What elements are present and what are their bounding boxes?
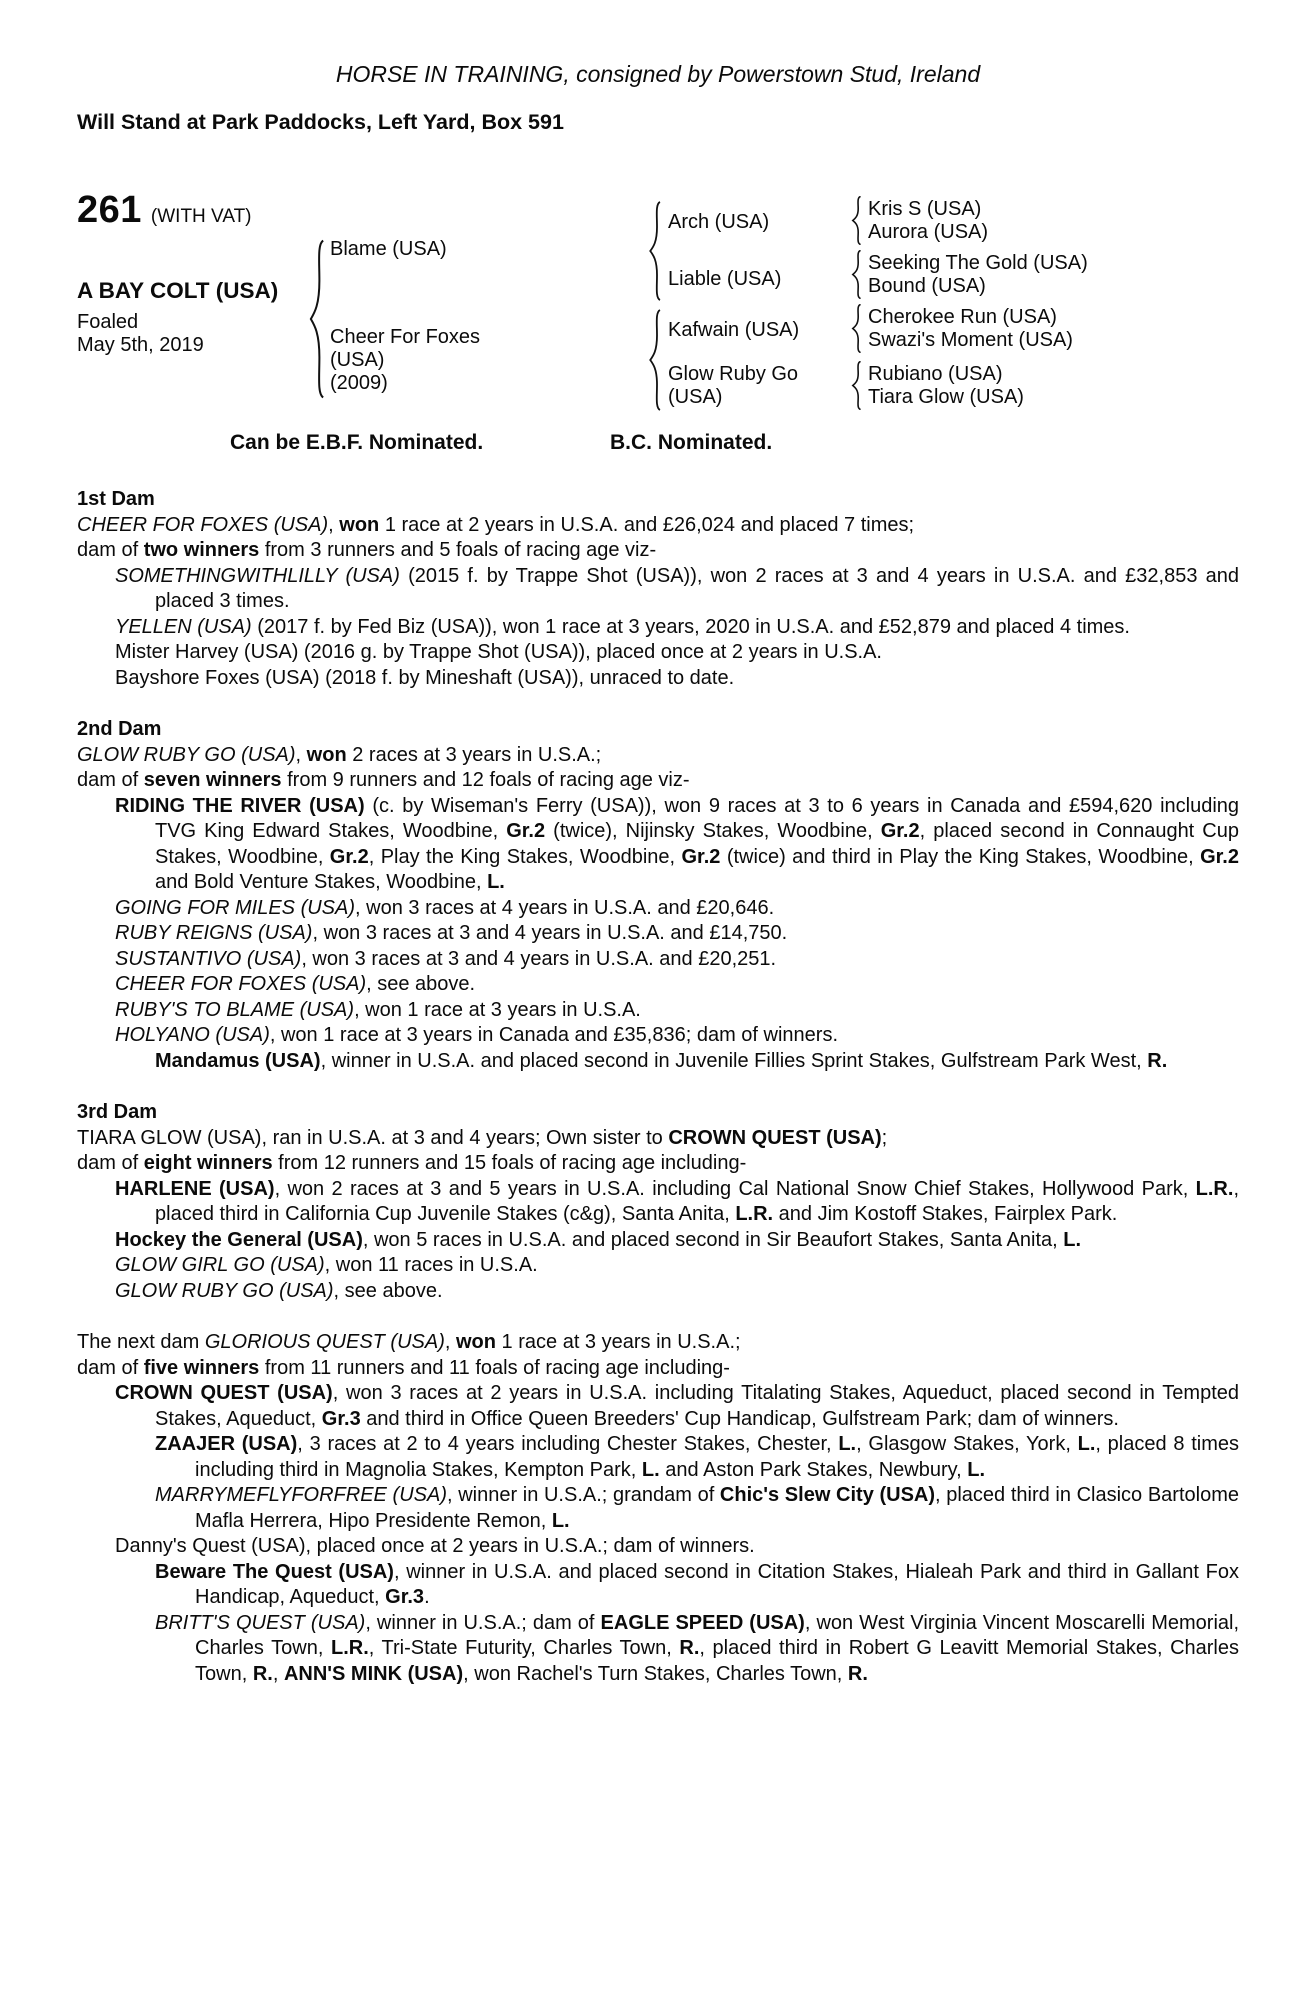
- text-run: won: [306, 743, 347, 766]
- catalogue-paragraph: [77, 1483, 1239, 1534]
- ebf-nomination-note: Can be E.B.F. Nominated.: [230, 431, 484, 454]
- text-run: , see above.: [333, 1279, 443, 1302]
- text-run: L.: [551, 1509, 570, 1532]
- text-run: Bayshore Foxes (USA) (2018 f. by Mineshaft (USA)), unraced to date.: [115, 666, 735, 689]
- stand-location-line: Will Stand at Park Paddocks, Left Yard, Box 591: [77, 110, 564, 134]
- dam-section: [77, 717, 1239, 1074]
- catalogue-paragraph: [77, 1279, 1239, 1305]
- horse-name: A BAY COLT (USA): [77, 278, 279, 303]
- text-run: , Play the King Stakes, Woodbine,: [368, 845, 682, 868]
- dam-name: [330, 326, 480, 395]
- dam-section: [77, 1100, 1239, 1304]
- text-run: L.R.: [330, 1637, 369, 1659]
- pedigree-brace: [851, 196, 863, 245]
- pedigree-brace: [851, 361, 863, 410]
- catalogue-paragraph: [77, 1151, 1239, 1177]
- pedigree-block: [77, 189, 1239, 465]
- sire-sire-name: Arch (USA): [668, 211, 770, 233]
- section-heading: 2nd Dam: [77, 718, 162, 740]
- dam-dam-name: [668, 363, 798, 409]
- text-run: Beware The Quest (USA): [155, 1560, 394, 1583]
- text-run: Hockey the General (USA): [115, 1228, 363, 1251]
- text-run: from 11 runners and 11 foals of racing age including-: [259, 1356, 730, 1379]
- text-run: , Glasgow Stakes, York,: [856, 1433, 1078, 1455]
- great-grandparents-pair: [868, 306, 1073, 352]
- text-run: L.: [967, 1458, 986, 1481]
- foaled-date: May 5th, 2019: [77, 334, 204, 356]
- pedigree-brace: [851, 304, 863, 353]
- sire-dam-dam-name: Bound (USA): [868, 275, 986, 297]
- text-run: L.: [1077, 1433, 1096, 1455]
- catalogue-paragraph: [77, 921, 1239, 947]
- text-run: , won 3 races at 2 years in U.S.A. including Titalating Stakes, Aqueduct, placed second in Tempted Stakes, Aqueduct,: [155, 1382, 1239, 1430]
- text-run: HARLENE (USA): [115, 1177, 275, 1200]
- dam-dam-name-line: Glow Ruby Go: [668, 363, 799, 385]
- catalogue-paragraph: [77, 1432, 1239, 1483]
- text-run: L.: [1063, 1228, 1082, 1251]
- catalogue-paragraph: [77, 1049, 1239, 1075]
- text-run: CROWN QUEST (USA): [115, 1382, 333, 1404]
- catalogue-paragraph: [77, 666, 1239, 692]
- text-run: , won 3 races at 4 years in U.S.A. and £20,646.: [355, 896, 775, 919]
- pedigree-brace: [851, 250, 863, 299]
- text-run: from 3 runners and 5 foals of racing age viz-: [259, 539, 657, 561]
- text-run: two winners: [143, 539, 260, 561]
- text-run: CROWN QUEST (USA): [668, 1126, 882, 1149]
- text-run: and Bold Venture Stakes, Woodbine,: [155, 871, 488, 893]
- sire-sire-sire-name: Kris S (USA): [868, 198, 982, 220]
- text-run: dam of: [77, 1356, 144, 1379]
- text-run: Mister Harvey (USA) (2016 g. by Trappe Shot (USA)), placed once at 2 years in U.S.A.: [115, 641, 882, 663]
- text-run: ;: [881, 1126, 888, 1149]
- text-run: R.: [679, 1637, 700, 1659]
- catalogue-paragraph: [77, 513, 1239, 539]
- dam-sections: [77, 487, 1239, 1687]
- great-grandparents-pair: [868, 363, 1024, 409]
- catalogue-paragraph: [77, 972, 1239, 998]
- text-run: won: [456, 1331, 496, 1353]
- foaled-label: Foaled: [77, 311, 139, 333]
- section-heading: 1st Dam: [77, 488, 155, 510]
- text-run: 1 race at 3 years in U.S.A.;: [496, 1331, 741, 1353]
- text-run: , placed third in Robert G Leavitt Memorial Stakes, Charles Town,: [195, 1637, 1240, 1685]
- text-run: The next dam: [77, 1331, 205, 1353]
- text-run: GLOW GIRL GO (USA): [115, 1254, 325, 1276]
- catalogue-paragraph: [77, 1356, 1239, 1382]
- text-run: and Aston Park Stakes, Newbury,: [659, 1458, 968, 1481]
- text-run: TIARA GLOW (USA), ran in U.S.A. at 3 and 4 years; Own sister to: [77, 1126, 669, 1149]
- text-run: , placed 8 times including third in Magnolia Stakes, Kempton Park,: [195, 1433, 1239, 1481]
- text-run: ANN'S MINK (USA): [283, 1662, 464, 1685]
- text-run: , see above.: [366, 973, 476, 995]
- text-run: , won 5 races in U.S.A. and placed second in Sir Beaufort Stakes, Santa Anita,: [362, 1228, 1064, 1251]
- text-run: L.: [838, 1433, 857, 1455]
- text-run: 1 race at 2 years in U.S.A. and £26,024 and placed 7 times;: [379, 513, 915, 536]
- catalogue-paragraph: [77, 1023, 1239, 1049]
- pedigree-brace: [648, 309, 663, 411]
- text-run: ,: [272, 1662, 284, 1685]
- text-run: Mandamus (USA): [155, 1049, 321, 1072]
- text-run: Gr.2: [681, 845, 721, 868]
- catalogue-paragraph: [77, 998, 1239, 1024]
- dam-section: [77, 487, 1239, 691]
- text-run: Gr.2: [880, 820, 920, 842]
- text-run: five winners: [143, 1356, 260, 1379]
- dam-sire-dam-name: Swazi's Moment (USA): [868, 329, 1073, 351]
- text-run: L.: [487, 871, 505, 893]
- text-run: R.: [1147, 1049, 1168, 1072]
- dam-section: [77, 1330, 1239, 1687]
- text-run: ,: [444, 1331, 456, 1353]
- text-run: dam of: [77, 769, 144, 791]
- text-run: , won 1 race at 3 years in Canada and £35,836; dam of winners.: [269, 1024, 838, 1046]
- text-run: .: [424, 1586, 430, 1608]
- text-run: , 3 races at 2 to 4 years including Chester Stakes, Chester,: [297, 1433, 839, 1455]
- catalogue-paragraph: [77, 1228, 1239, 1254]
- text-run: , won 2 races at 3 and 5 years in U.S.A. including Cal National Snow Chief Stakes, Hollywood Park,: [274, 1177, 1196, 1200]
- text-run: , placed second in Connaught Cup Stakes, Woodbine,: [155, 820, 1239, 868]
- catalogue-paragraph: [77, 1253, 1239, 1279]
- text-run: dam of: [77, 1152, 144, 1174]
- text-run: MARRYMEFLYFORFREE (USA): [155, 1484, 447, 1506]
- text-run: L.: [641, 1458, 660, 1481]
- text-run: , winner in U.S.A.; grandam of: [446, 1484, 720, 1506]
- text-run: , winner in U.S.A.; dam of: [365, 1611, 601, 1634]
- catalogue-paragraph: [77, 896, 1239, 922]
- great-grandparents-pair: [868, 198, 988, 244]
- text-run: Chic's Slew City (USA): [719, 1484, 936, 1506]
- text-run: , won 11 races in U.S.A.: [324, 1254, 538, 1276]
- lot-number: 261: [77, 189, 142, 231]
- text-run: (twice), Nijinsky Stakes, Woodbine,: [545, 820, 881, 842]
- text-run: , won 3 races at 3 and 4 years in U.S.A. and £20,251.: [301, 947, 777, 970]
- text-run: , won West Virginia Vincent Moscarelli Memorial, Charles Town,: [195, 1611, 1240, 1659]
- text-run: eight winners: [143, 1152, 273, 1174]
- lot-vat-note: (WITH VAT): [150, 206, 252, 227]
- text-run: ,: [295, 743, 307, 766]
- text-run: seven winners: [143, 769, 282, 791]
- pedigree-brace: [648, 201, 663, 301]
- bc-nomination-note: B.C. Nominated.: [610, 431, 773, 454]
- catalogue-paragraph: [77, 1126, 1239, 1152]
- text-run: , placed third in Clasico Bartolome Mafla Herrera, Hipo Presidente Remon,: [195, 1484, 1239, 1532]
- text-run: EAGLE SPEED (USA): [600, 1611, 805, 1634]
- text-run: Gr.3: [321, 1407, 361, 1430]
- text-run: YELLEN (USA): [115, 615, 252, 638]
- text-run: Gr.2: [506, 820, 546, 842]
- catalogue-paragraph: [77, 743, 1239, 769]
- text-run: Gr.2: [1200, 845, 1239, 868]
- catalogue-paragraph: [77, 1330, 1239, 1356]
- text-run: and Jim Kostoff Stakes, Fairplex Park.: [773, 1203, 1118, 1225]
- dam-sire-name: Kafwain (USA): [668, 319, 800, 341]
- dam-dam-name-line: (USA): [668, 386, 723, 408]
- text-run: SUSTANTIVO (USA): [115, 947, 302, 970]
- catalogue-paragraph: [77, 640, 1239, 666]
- great-grandparents-pair: [868, 252, 1088, 298]
- dam-name-line: (USA): [330, 349, 385, 371]
- sire-sire-dam-name: Aurora (USA): [868, 221, 989, 243]
- text-run: from 9 runners and 12 foals of racing age viz-: [281, 769, 690, 791]
- catalogue-paragraph: [77, 615, 1239, 641]
- text-run: RUBY REIGNS (USA): [115, 922, 313, 944]
- text-run: R.: [847, 1662, 868, 1685]
- text-run: dam of: [77, 539, 144, 561]
- text-run: HOLYANO (USA): [115, 1024, 270, 1046]
- catalogue-paragraph: [77, 794, 1239, 896]
- pedigree-brace: [308, 239, 327, 399]
- text-run: CHEER FOR FOXES (USA): [115, 973, 367, 995]
- text-run: Gr.2: [329, 845, 369, 868]
- text-run: (twice) and third in Play the King Stakes, Woodbine,: [720, 845, 1201, 868]
- page-title: HORSE IN TRAINING, consigned by Powerstown Stud, Ireland: [335, 61, 981, 87]
- catalogue-paragraph: [77, 1611, 1239, 1688]
- sire-dam-sire-name: Seeking The Gold (USA): [868, 252, 1088, 274]
- text-run: and third in Office Queen Breeders' Cup Handicap, Gulfstream Park; dam of winners.: [360, 1407, 1119, 1430]
- dam-name-line: (2009): [330, 372, 388, 394]
- catalogue-paragraph: [77, 947, 1239, 973]
- text-run: , won Rachel's Turn Stakes, Charles Town,: [463, 1662, 848, 1685]
- text-run: L.R.: [1195, 1177, 1234, 1200]
- text-run: Gr.3: [385, 1586, 425, 1608]
- catalogue-paragraph: [77, 1560, 1239, 1611]
- text-run: ,: [328, 513, 340, 536]
- section-heading: 3rd Dam: [77, 1101, 158, 1123]
- text-run: (2015 f. by Trappe Shot (USA)), won 2 races at 3 and 4 years in U.S.A. and £32,853 and placed 3 times.: [155, 564, 1239, 612]
- catalogue-paragraph: [77, 768, 1239, 794]
- sire-dam-name: Liable (USA): [668, 268, 782, 290]
- text-run: , winner in U.S.A. and placed second in Juvenile Fillies Sprint Stakes, Gulfstream Park West,: [320, 1049, 1148, 1072]
- text-run: GLOW RUBY GO (USA): [115, 1279, 334, 1302]
- text-run: GOING FOR MILES (USA): [115, 896, 356, 919]
- text-run: , Tri-State Futurity, Charles Town,: [368, 1637, 680, 1659]
- lot-header: [77, 189, 252, 231]
- text-run: , won 1 race at 3 years in U.S.A.: [354, 998, 641, 1021]
- text-run: won: [339, 513, 380, 536]
- catalogue-paragraph: [77, 538, 1239, 564]
- catalogue-paragraph: [77, 1534, 1239, 1560]
- sire-name: Blame (USA): [330, 238, 447, 260]
- text-run: (2017 f. by Fed Biz (USA)), won 1 race at 3 years, 2020 in U.S.A. and £52,879 and placed 4 times.: [251, 615, 1130, 638]
- text-run: 2 races at 3 years in U.S.A.;: [346, 743, 602, 766]
- text-run: (c. by Wiseman's Ferry (USA)), won 9 races at 3 to 6 years in Canada and £594,620 including TVG King Edward Stakes, Woodbine,: [155, 794, 1240, 842]
- text-run: Danny's Quest (USA), placed once at 2 years in U.S.A.; dam of winners.: [115, 1535, 755, 1557]
- text-run: R.: [252, 1662, 273, 1685]
- catalogue-paragraph: [77, 1177, 1239, 1228]
- text-run: ZAAJER (USA): [155, 1433, 298, 1455]
- catalogue-paragraph: [77, 1381, 1239, 1432]
- text-run: GLORIOUS QUEST (USA): [204, 1331, 445, 1353]
- text-run: GLOW RUBY GO (USA): [77, 743, 296, 766]
- text-run: CHEER FOR FOXES (USA): [77, 513, 329, 536]
- text-run: from 12 runners and 15 foals of racing age including-: [272, 1152, 747, 1174]
- text-run: , winner in U.S.A. and placed second in Citation Stakes, Hialeah Park and third in Gallant Fox Handicap, Aqueduct,: [195, 1560, 1239, 1608]
- dam-dam-sire-name: Rubiano (USA): [868, 363, 1003, 385]
- dam-name-line: Cheer For Foxes: [330, 326, 481, 348]
- catalogue-paragraph: [77, 564, 1239, 615]
- text-run: RIDING THE RIVER (USA): [115, 794, 365, 817]
- dam-dam-dam-name: Tiara Glow (USA): [868, 386, 1024, 408]
- text-run: L.R.: [735, 1203, 774, 1225]
- text-run: SOMETHINGWITHLILLY (USA): [115, 564, 400, 587]
- text-run: , placed third in California Cup Juvenile Stakes (c&g), Santa Anita,: [155, 1177, 1239, 1225]
- text-run: RUBY'S TO BLAME (USA): [115, 998, 355, 1021]
- dam-sire-sire-name: Cherokee Run (USA): [868, 306, 1057, 328]
- text-run: , won 3 races at 3 and 4 years in U.S.A. and £14,750.: [312, 922, 788, 944]
- text-run: BRITT'S QUEST (USA): [155, 1611, 366, 1634]
